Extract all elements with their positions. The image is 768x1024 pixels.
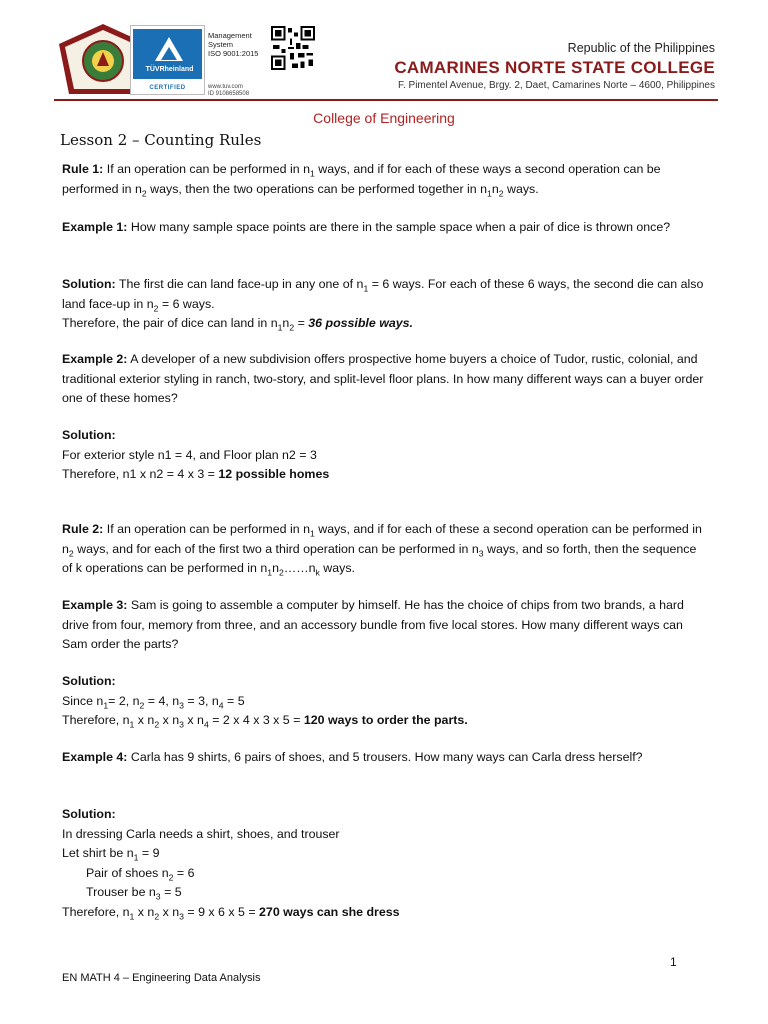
example-2-answer: 12 possible homes xyxy=(218,467,330,481)
example-4-question xyxy=(62,748,707,768)
subscript: 2 xyxy=(154,910,160,921)
management-system-label: Management System xyxy=(208,31,252,49)
rule-2-text-c: ways, and for each of the first two a third operation can be performed in n xyxy=(73,541,479,556)
solution-label: Solution: xyxy=(62,428,116,442)
example-1-answer: 36 possible ways. xyxy=(308,316,413,330)
example-3-eq: = 2 x 4 x 3 x 5 = xyxy=(208,713,304,727)
solution-label: Solution: xyxy=(62,277,116,291)
example-2-sol-line2: Therefore, n1 x n2 = 4 x 3 = xyxy=(62,467,219,481)
subscript: 3 xyxy=(179,719,184,730)
tuv-brand: TÜVRheinland xyxy=(145,66,194,73)
example-1-label: Example 1: xyxy=(62,220,128,234)
example-3-question xyxy=(62,596,707,655)
subscript: 1 xyxy=(363,283,369,294)
subscript: 2 xyxy=(279,567,284,578)
tuv-blue-panel xyxy=(133,29,202,79)
symbol-n: n xyxy=(282,316,290,330)
example-2-solution xyxy=(62,426,707,485)
times-n: x n xyxy=(159,904,180,919)
example-4-answer: 270 ways can she dress xyxy=(259,904,400,919)
example-2-label: Example 2: xyxy=(62,352,128,366)
example-4-shoes-val: = 6 xyxy=(173,865,195,880)
example-4-let-val: = 9 xyxy=(138,846,160,860)
example-2-sol-line1: For exterior style n1 = 4, and Floor plan n2 = 3 xyxy=(62,447,317,462)
example-1-sol-b: = 6 ways. For each of these 6 ways, the second die can also land face-up in n xyxy=(62,277,704,311)
example-1-question xyxy=(62,218,707,238)
qr-code-icon xyxy=(271,26,315,70)
example-3-since-c: = 3, n xyxy=(183,693,219,708)
times-n: x n xyxy=(134,904,155,919)
example-1-solution xyxy=(62,275,707,334)
example-1-text: How many sample space points are there in the sample space when a pair of dice is thrown once? xyxy=(127,220,671,234)
rule-1-text-d: ways. xyxy=(503,181,539,196)
example-4-trouser-val: = 5 xyxy=(160,885,182,899)
subscript: 2 xyxy=(154,719,160,730)
example-4-trouser: Trouser be n xyxy=(86,885,156,899)
subscript: 3 xyxy=(478,547,484,558)
rule-1-text-a: If an operation can be performed in n xyxy=(103,162,310,176)
subscript: 1 xyxy=(267,567,273,578)
example-3-answer: 120 ways to order the parts. xyxy=(303,713,468,727)
example-4-therefore: Therefore, n xyxy=(62,904,130,919)
tuv-certification-badge xyxy=(130,25,205,95)
subscript: 1 xyxy=(309,168,315,179)
subscript: 4 xyxy=(203,719,209,730)
lesson-title: Lesson 2 – Counting Rules xyxy=(60,131,262,149)
example-3-label: Example 3: xyxy=(62,598,128,612)
management-system-text xyxy=(208,31,270,58)
subscript: 1 xyxy=(129,910,135,921)
subscript: 2 xyxy=(141,187,147,198)
example-2-text: A developer of a new subdivision offers prospective home buyers a choice of Tudor, rustic, colonial, and traditional exterior styling in ranch, two-story, and split-level floor plans. In how many different ways can a buyer order one of these homes? xyxy=(62,352,704,405)
example-3-since-d: = 5 xyxy=(223,693,245,708)
rule-2-text-e: ……n xyxy=(283,561,316,575)
rule-2-text-b: ways, and if for each of these a second operation can be performed in n xyxy=(62,522,702,556)
subscript: 1 xyxy=(133,852,139,863)
example-4-shoes: Pair of shoes n xyxy=(86,865,169,880)
example-3-therefore: Therefore, n xyxy=(62,713,130,727)
subscript: 4 xyxy=(218,699,224,710)
example-1-sol-a: The first die can land face-up in any one of n xyxy=(115,277,364,291)
example-3-since-b: = 4, n xyxy=(144,693,180,708)
tuv-certified-label: CERTIFIED xyxy=(149,85,186,91)
rule-1-text-b: ways, and if for each of these ways a second operation can be performed in n xyxy=(62,162,661,196)
example-4-text: Carla has 9 shirts, 6 pairs of shoes, and 5 trousers. How many ways can Carla dress herself? xyxy=(127,750,643,764)
solution-label: Solution: xyxy=(62,807,116,821)
example-4-label: Example 4: xyxy=(62,750,128,764)
college-address: F. Pimentel Avenue, Brgy. 2, Daet, Camarines Norte – 4600, Philippines xyxy=(397,80,715,91)
example-3-since: Since n xyxy=(62,693,104,708)
solution-label: Solution: xyxy=(62,674,116,688)
subscript: 2 xyxy=(168,871,174,882)
subscript: 2 xyxy=(289,322,295,333)
subscript: 3 xyxy=(179,910,184,921)
example-4-sol-line1: In dressing Carla needs a shirt, shoes, and trouser xyxy=(62,826,340,841)
subscript: 2 xyxy=(153,302,159,313)
subscript: 2 xyxy=(68,547,74,558)
college-name: CAMARINES NORTE STATE COLLEGE xyxy=(394,58,715,77)
tuv-id: ID 9108658508 xyxy=(208,91,250,97)
example-3-solution xyxy=(62,672,707,731)
rule-1-text-c: ways, then the two operations can be performed together in n xyxy=(146,181,487,196)
example-1-sol-c: = 6 ways. xyxy=(158,296,215,311)
subscript: 1 xyxy=(129,719,135,730)
subscript: 1 xyxy=(309,528,315,539)
times-n: x n xyxy=(159,713,180,727)
example-4-solution xyxy=(62,805,707,922)
republic-label: Republic of the Philippines xyxy=(567,41,715,55)
subscript: 1 xyxy=(103,699,109,710)
subscript: 1 xyxy=(277,322,283,333)
subscript: 3 xyxy=(155,891,161,902)
example-2-question xyxy=(62,350,707,409)
example-1-sol-d: Therefore, the pair of dice can land in n xyxy=(62,316,278,330)
subscript: k xyxy=(315,567,320,578)
subscript: 3 xyxy=(179,699,184,710)
example-4-let: Let shirt be n xyxy=(62,846,134,860)
page-number: 1 xyxy=(670,955,677,969)
rule-2-text-a: If an operation can be performed in n xyxy=(103,522,310,536)
times-n: x n xyxy=(183,713,204,727)
rule-1-paragraph xyxy=(62,160,707,199)
example-3-since-a: = 2, n xyxy=(108,693,140,708)
rule-2-text-f: ways. xyxy=(319,561,355,575)
footer-course: EN MATH 4 – Engineering Data Analysis xyxy=(62,972,261,984)
rule-2-paragraph xyxy=(62,520,707,579)
times-n: x n xyxy=(134,713,155,727)
symbol-n: n xyxy=(491,181,499,196)
symbol-n: n xyxy=(272,561,279,575)
tuv-web-info xyxy=(208,84,249,98)
example-4-eq: = 9 x 6 x 5 = xyxy=(183,904,260,919)
example-1-sol-e: = xyxy=(294,316,309,330)
tuv-website: www.tuv.com xyxy=(208,84,243,90)
subscript: 1 xyxy=(487,187,492,198)
rule-2-label: Rule 2: xyxy=(62,522,104,536)
subscript: 2 xyxy=(498,187,504,198)
header-divider xyxy=(54,99,718,101)
department-title: College of Engineering xyxy=(313,110,455,126)
iso-label: ISO 9001:2015 xyxy=(208,49,259,58)
subscript: 2 xyxy=(139,699,145,710)
rule-1-label: Rule 1: xyxy=(62,162,104,176)
example-3-text: Sam is going to assemble a computer by himself. He has the choice of chips from two brands, a hard drive from four, memory from three, and an accessory bundle from five local stores. How many different ways can Sam order the parts? xyxy=(62,598,684,651)
tuv-triangle-inner xyxy=(161,47,177,60)
rule-2-text-d: ways, and so forth, then the sequence of k operations can be performed in n xyxy=(62,541,697,575)
